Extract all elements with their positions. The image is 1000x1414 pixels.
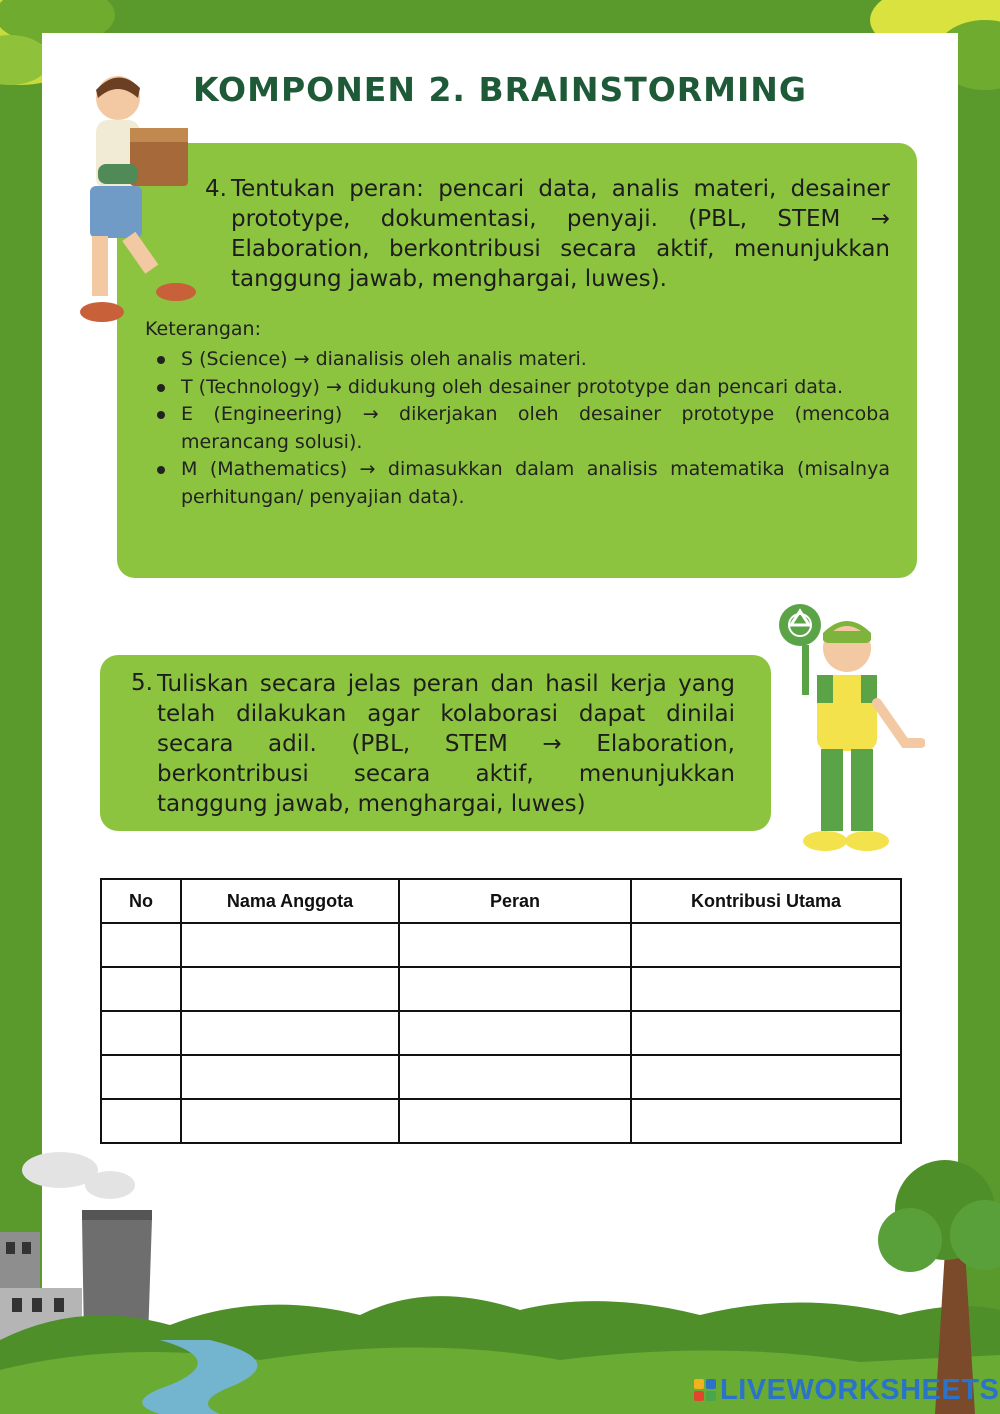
roles-table — [100, 878, 902, 1144]
table-cell-no[interactable] — [101, 1099, 181, 1143]
table-cell-nama[interactable] — [181, 923, 399, 967]
table-cell-nama[interactable] — [181, 967, 399, 1011]
table-cell-nama[interactable] — [181, 1011, 399, 1055]
question-4-number: 4. — [205, 176, 227, 202]
table-row — [101, 1099, 901, 1143]
liveworksheets-logo-icon — [694, 1379, 716, 1401]
question-5-text: Tuliskan secara jelas peran dan hasil kerja yang telah dilakukan agar kolaborasi dapat dinilai secara adil. (PBL, STEM → Elaboration, berkontribusi secara aktif, menunjukkan tanggung jawab, menghargai, luwes) — [157, 671, 735, 817]
list-item: E (Engineering) → dikerjakan oleh desainer prototype (mencoba merancang solusi). — [145, 401, 890, 456]
table-cell-nama[interactable] — [181, 1055, 399, 1099]
table-cell-peran[interactable] — [399, 1055, 631, 1099]
header-nama-anggota: Nama Anggota — [181, 879, 399, 923]
question-5-number: 5. — [131, 670, 153, 696]
table-cell-no[interactable] — [101, 967, 181, 1011]
keterangan-list — [145, 346, 890, 511]
liveworksheets-watermark — [694, 1375, 999, 1405]
keterangan-label: Keterangan: — [145, 318, 261, 340]
page-title: KOMPONEN 2. BRAINSTORMING — [192, 70, 808, 109]
table-cell-no[interactable] — [101, 1055, 181, 1099]
table-cell-no[interactable] — [101, 1011, 181, 1055]
table-cell-no[interactable] — [101, 923, 181, 967]
list-item: T (Technology) → didukung oleh desainer prototype dan pencari data. — [145, 374, 890, 402]
table-cell-nama[interactable] — [181, 1099, 399, 1143]
list-item: M (Mathematics) → dimasukkan dalam analisis matematika (misalnya perhitungan/ penyajian data). — [145, 456, 890, 511]
table-cell-kontribusi[interactable] — [631, 1011, 901, 1055]
question-4-text: Tentukan peran: pencari data, analis materi, desainer prototype, dokumentasi, penyaji. (PBL, STEM → Elaboration, berkontribusi secara aktif, menunjukkan tanggung jawab, menghargai, luwes). — [231, 176, 890, 292]
recycle-illustration — [775, 603, 925, 855]
person-illustration — [78, 68, 203, 330]
table-row — [101, 1011, 901, 1055]
watermark-text: LIVEWORKSHEETS — [720, 1373, 1000, 1406]
table-row — [101, 967, 901, 1011]
list-item: S (Science) → dianalisis oleh analis materi. — [145, 346, 890, 374]
header-no: No — [101, 879, 181, 923]
table-cell-kontribusi[interactable] — [631, 967, 901, 1011]
table-cell-kontribusi[interactable] — [631, 1055, 901, 1099]
header-kontribusi-utama: Kontribusi Utama — [631, 879, 901, 923]
header-peran: Peran — [399, 879, 631, 923]
table-cell-peran[interactable] — [399, 1011, 631, 1055]
table-cell-peran[interactable] — [399, 1099, 631, 1143]
table-header-row — [101, 879, 901, 923]
table-cell-kontribusi[interactable] — [631, 1099, 901, 1143]
table-cell-kontribusi[interactable] — [631, 923, 901, 967]
table-cell-peran[interactable] — [399, 923, 631, 967]
table-row — [101, 1055, 901, 1099]
table-cell-peran[interactable] — [399, 967, 631, 1011]
table-row — [101, 923, 901, 967]
